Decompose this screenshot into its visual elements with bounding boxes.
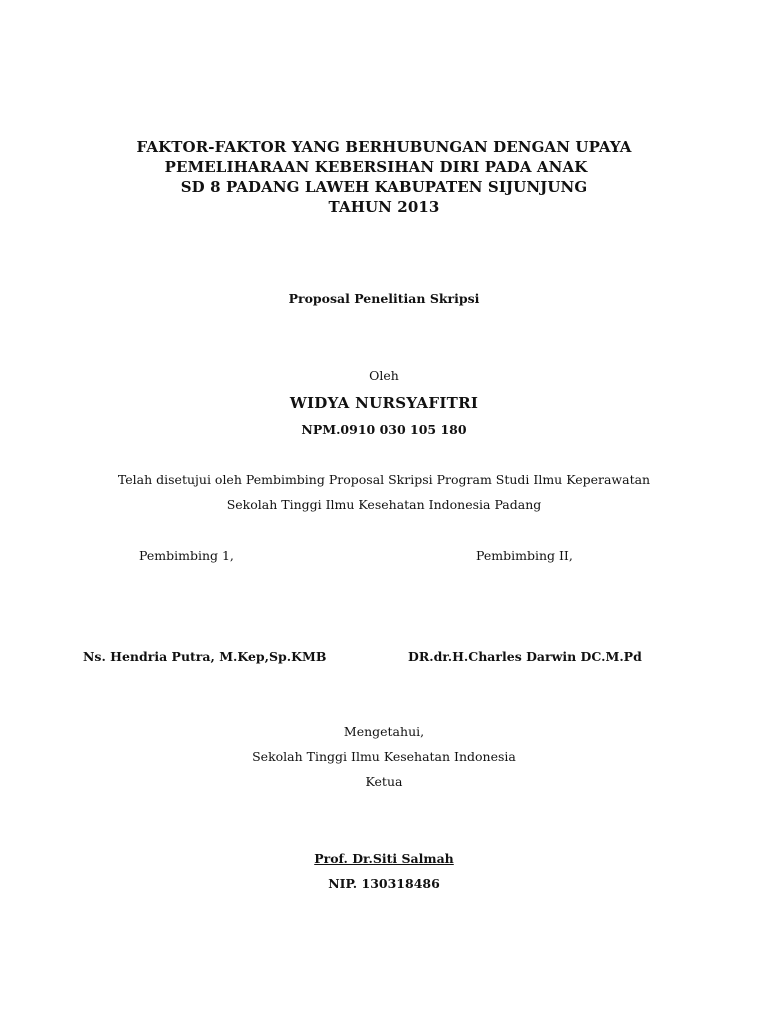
supervisor-1-name: Ns. Hendria Putra, M.Kep,Sp.KMB [83, 649, 327, 664]
approval-line-2: Sekolah Tinggi Ilmu Kesehatan Indonesia Padang [226, 497, 542, 512]
title-line-1: FAKTOR-FAKTOR YANG BERHUBUNGAN DENGAN UPAYA [136, 138, 632, 156]
author-npm: NPM.0910 030 105 180 [301, 422, 467, 437]
chairperson-nip: NIP. 130318486 [328, 876, 440, 891]
by-label: Oleh [369, 368, 399, 383]
title-line-2: PEMELIHARAAN KEBERSIHAN DIRI PADA ANAK [164, 158, 588, 176]
acknowledgement-position: Ketua [365, 774, 403, 789]
author-name: WIDYA NURSYAFITRI [289, 394, 479, 412]
supervisor-2-label: Pembimbing II, [476, 548, 573, 563]
document-type: Proposal Penelitian Skripsi [288, 291, 480, 306]
acknowledgement-institution: Sekolah Tinggi Ilmu Kesehatan Indonesia [252, 749, 516, 764]
approval-line-1: Telah disetujui oleh Pembimbing Proposal Skripsi Program Studi Ilmu Keperawatan [117, 472, 651, 487]
chairperson-name: Prof. Dr.Siti Salmah [314, 851, 454, 866]
acknowledgement-label: Mengetahui, [343, 724, 425, 739]
supervisor-2-name: DR.dr.H.Charles Darwin DC.M.Pd [408, 649, 642, 664]
supervisor-1-label: Pembimbing 1, [139, 548, 234, 563]
title-line-3: SD 8 PADANG LAWEH KABUPATEN SIJUNJUNG [180, 178, 588, 196]
title-line-4: TAHUN 2013 [328, 198, 440, 216]
